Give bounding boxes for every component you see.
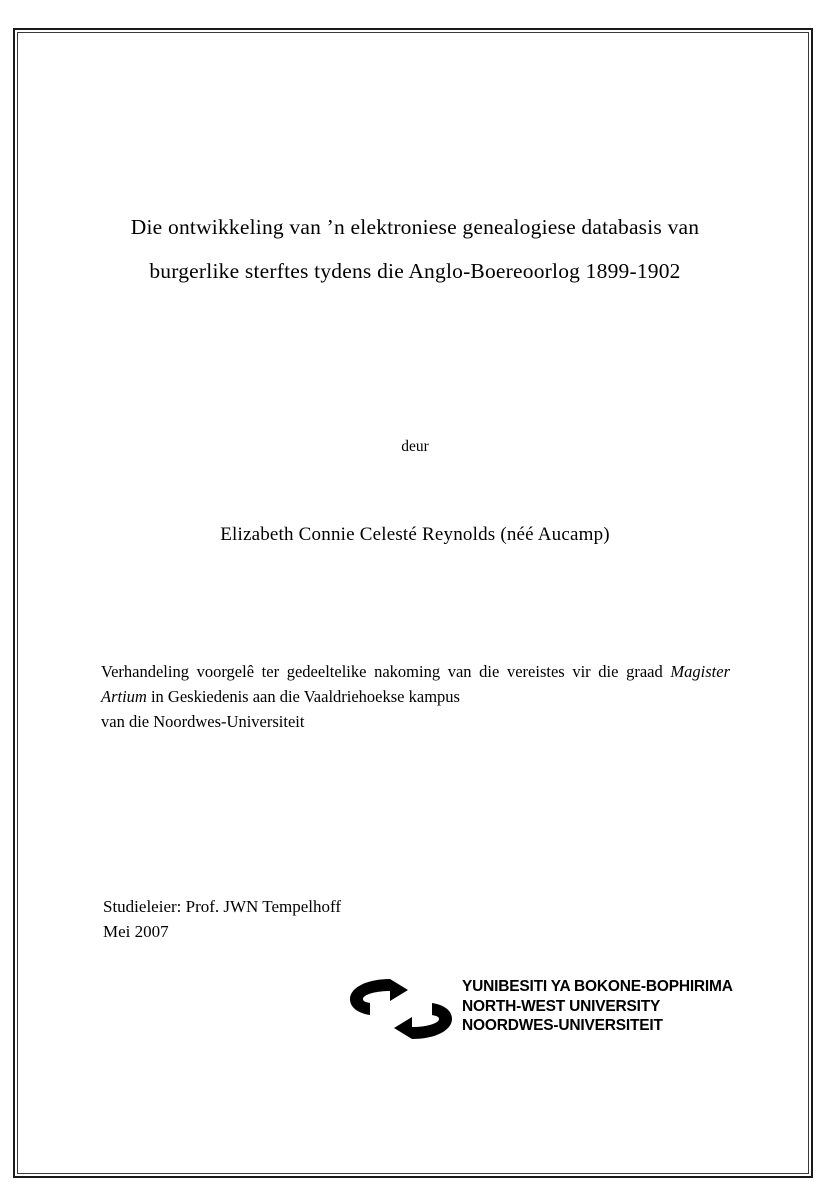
statement-part-1: Verhandeling voorgelê ter gedeeltelike nakoming van die vereistes vir die graad bbox=[101, 662, 671, 681]
degree-statement bbox=[101, 659, 730, 734]
title-line-2: burgerlike sterftes tydens die Anglo-Boereoorlog 1899-1902 bbox=[149, 259, 681, 283]
university-logo bbox=[250, 973, 733, 1045]
logo-line-2: NORTH-WEST UNIVERSITY bbox=[462, 997, 661, 1015]
byline-label: deur bbox=[401, 438, 429, 455]
date-line: Mei 2007 bbox=[103, 922, 169, 941]
logo-wordmark bbox=[462, 977, 733, 1036]
degree-name: Magister Artium bbox=[101, 662, 730, 706]
logo-line-1: YUNIBESITI YA BOKONE-BOPHIRIMA bbox=[462, 978, 733, 995]
title-page-content bbox=[95, 32, 735, 1172]
logo-line-3: NOORDWES-UNIVERSITEIT bbox=[462, 1017, 663, 1034]
page-title bbox=[95, 205, 735, 293]
supervisor-line: Studieleier: Prof. JWN Tempelhoff bbox=[103, 897, 342, 916]
title-line-1: Die ontwikkeling van ’n elektroniese genealogiese databasis van bbox=[130, 215, 700, 239]
statement-last-line: van die Noordwes-Universiteit bbox=[101, 712, 305, 731]
nwu-logo-mark-icon bbox=[346, 976, 456, 1042]
statement-part-2: in Geskiedenis aan die Vaaldriehoekse kampus bbox=[146, 687, 460, 706]
author-name: Elizabeth Connie Celesté Reynolds (néé Aucamp) bbox=[220, 524, 610, 545]
